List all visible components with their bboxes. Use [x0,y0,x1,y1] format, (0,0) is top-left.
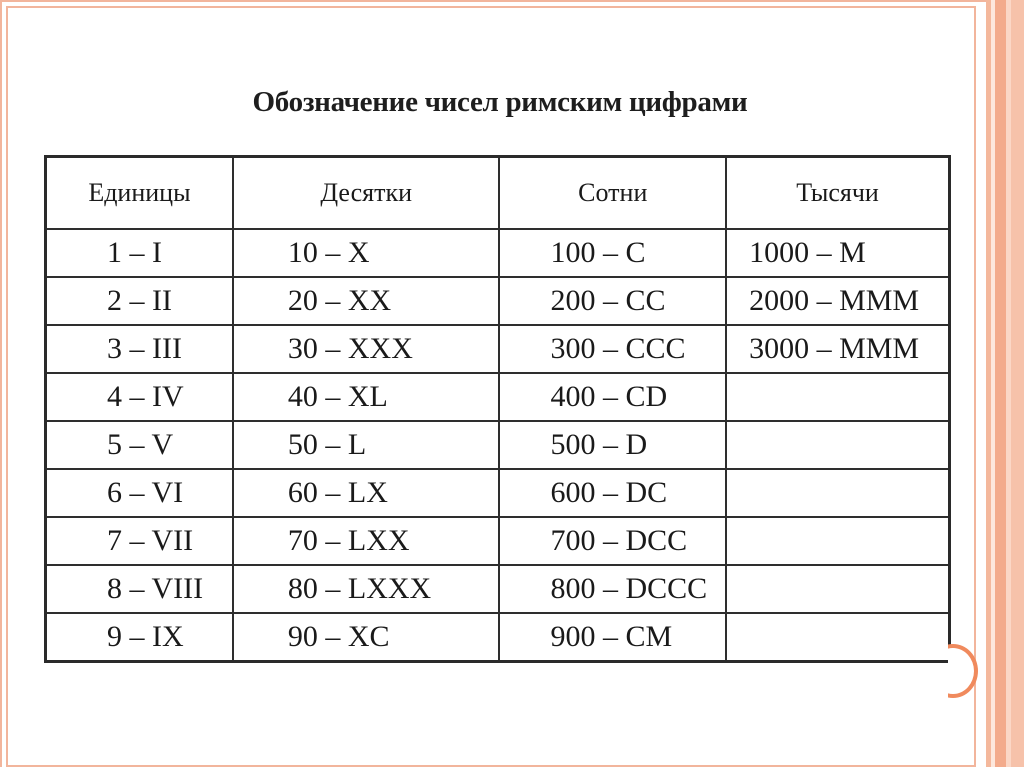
cell-tens: 70 – LXX [233,517,500,565]
header-thousands: Тысячи [726,157,949,230]
cell-thousands: 1000 – M [726,229,949,277]
table-row [46,613,950,662]
cell-hundreds: 400 – CD [499,373,726,421]
table-header-row [46,157,950,230]
header-units: Единицы [46,157,233,230]
cell-units: 6 – VI [46,469,233,517]
cell-thousands: 3000 – MMM [726,325,949,373]
table-row [46,421,950,469]
page-title: Обозначение чисел римским цифрами [252,86,748,118]
cell-tens: 50 – L [233,421,500,469]
cell-tens: 80 – LXXX [233,565,500,613]
cell-tens: 90 – XC [233,613,500,662]
cell-units: 8 – VIII [46,565,233,613]
header-hundreds: Сотни [499,157,726,230]
cell-units: 9 – IX [46,613,233,662]
cell-tens: 60 – LX [233,469,500,517]
roman-numerals-table [44,155,951,663]
cell-hundreds: 600 – DC [499,469,726,517]
cell-thousands [726,421,949,469]
cell-hundreds: 800 – DCCC [499,565,726,613]
cell-thousands [726,469,949,517]
cell-units: 1 – I [46,229,233,277]
cell-hundreds: 200 – CC [499,277,726,325]
table-row [46,517,950,565]
cell-hundreds: 300 – CCC [499,325,726,373]
cell-thousands [726,565,949,613]
cell-thousands [726,517,949,565]
cell-hundreds: 700 – DCC [499,517,726,565]
cell-thousands [726,373,949,421]
cell-units: 2 – II [46,277,233,325]
table-row [46,469,950,517]
cell-units: 3 – III [46,325,233,373]
cell-units: 4 – IV [46,373,233,421]
cell-tens: 10 – X [233,229,500,277]
cell-hundreds: 900 – CM [499,613,726,662]
cell-hundreds: 100 – C [499,229,726,277]
cell-hundreds: 500 – D [499,421,726,469]
table-row [46,229,950,277]
cell-units: 7 – VII [46,517,233,565]
decor-stripe [1011,0,1024,767]
table-row [46,325,950,373]
cell-thousands [726,613,949,662]
table-row [46,277,950,325]
table-row [46,373,950,421]
cell-tens: 20 – XX [233,277,500,325]
table-row [46,565,950,613]
header-tens: Десятки [233,157,500,230]
cell-units: 5 – V [46,421,233,469]
cell-tens: 30 – XXX [233,325,500,373]
cell-thousands: 2000 – MMM [726,277,949,325]
cell-tens: 40 – XL [233,373,500,421]
